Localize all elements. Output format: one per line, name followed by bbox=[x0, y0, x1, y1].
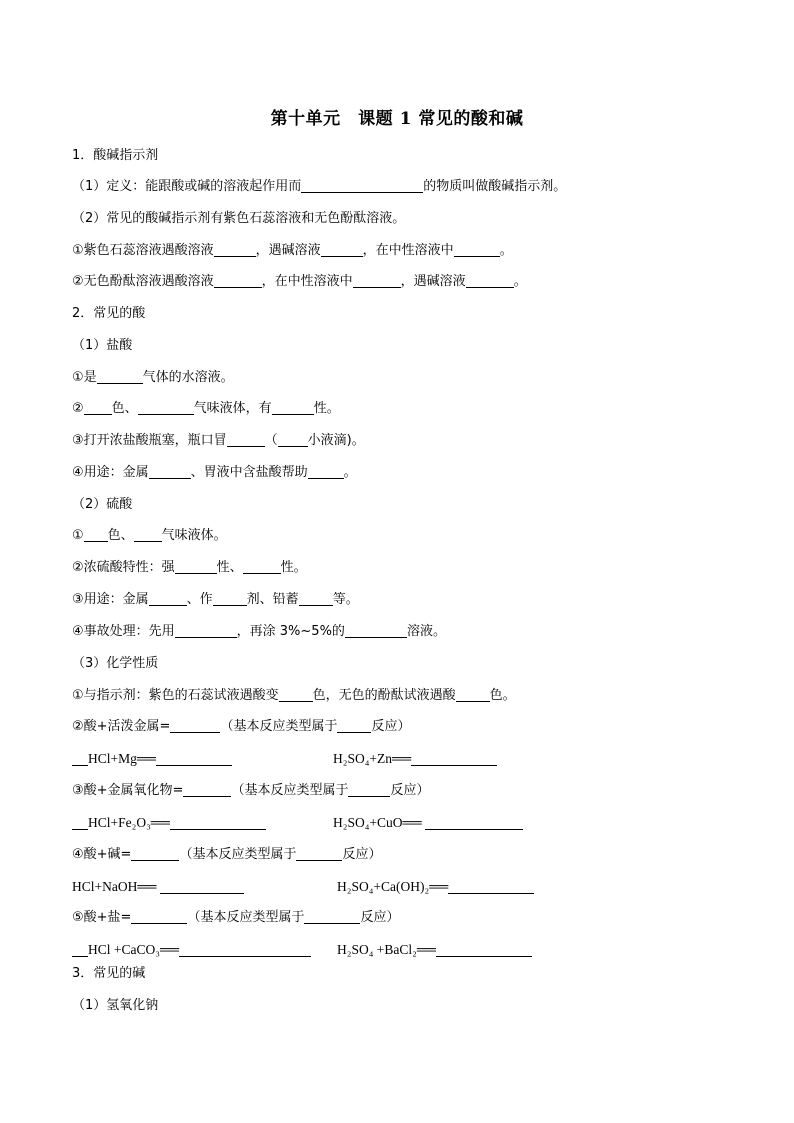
answer-blank[interactable] bbox=[279, 687, 313, 702]
equation-text: H₂SO₄+Ca(OH)₂══ bbox=[337, 879, 449, 894]
text: 气味液体。 bbox=[161, 528, 227, 543]
text: 色。 bbox=[489, 688, 516, 703]
coefficient-blank[interactable] bbox=[72, 751, 88, 766]
text: ，在中性溶液中 bbox=[261, 274, 353, 289]
text: 色、 bbox=[107, 528, 134, 543]
answer-blank[interactable] bbox=[321, 242, 363, 257]
text: 。 bbox=[499, 243, 513, 258]
equation-text: HCl+Mg══ bbox=[88, 751, 157, 766]
text: （ bbox=[264, 433, 278, 448]
coefficient-blank[interactable] bbox=[72, 942, 88, 957]
text: ③用途：金属 bbox=[72, 592, 149, 607]
h2so4-item-2 bbox=[72, 558, 307, 578]
answer-blank[interactable] bbox=[272, 400, 314, 415]
text: 、作 bbox=[186, 592, 213, 607]
text: ，再涂 3%~5%的 bbox=[236, 624, 345, 639]
text: （基本反应类型属于 bbox=[179, 847, 297, 862]
section-2-heading: 2．常见的酸 bbox=[72, 306, 146, 321]
text: 反应） bbox=[390, 783, 430, 798]
h2so4-item-4 bbox=[72, 622, 446, 642]
answer-blank[interactable] bbox=[304, 909, 360, 924]
text: 性。 bbox=[280, 560, 307, 575]
text: 反应） bbox=[360, 910, 400, 925]
reaction-hcl-mg bbox=[72, 749, 232, 769]
answer-blank[interactable] bbox=[183, 782, 231, 797]
answer-blank[interactable] bbox=[296, 846, 342, 861]
answer-blank[interactable] bbox=[84, 400, 112, 415]
property-4 bbox=[72, 845, 381, 865]
text: 、胃液中含盐酸帮助 bbox=[190, 465, 308, 480]
equation-text: H₂SO₄+Zn══ bbox=[333, 751, 412, 766]
reaction-hcl-caco3 bbox=[72, 940, 311, 960]
answer-blank[interactable] bbox=[149, 464, 191, 479]
text: 反应） bbox=[371, 719, 411, 734]
answer-blank[interactable] bbox=[131, 909, 187, 924]
answer-blank[interactable] bbox=[411, 751, 497, 766]
text: ⑤酸+盐= bbox=[72, 910, 132, 925]
h2so4-item-1 bbox=[72, 526, 227, 546]
answer-blank[interactable] bbox=[134, 527, 162, 542]
page-title: 第十单元 课题 1 常见的酸和碱 bbox=[270, 109, 524, 129]
answer-blank[interactable] bbox=[175, 623, 237, 638]
text: ①是 bbox=[72, 370, 97, 385]
answer-blank[interactable] bbox=[170, 718, 220, 733]
answer-blank[interactable] bbox=[308, 464, 344, 479]
text: 的物质叫做酸碱指示剂。 bbox=[423, 179, 567, 194]
answer-blank[interactable] bbox=[179, 942, 311, 957]
chemical-properties-heading: （3）化学性质 bbox=[72, 656, 159, 671]
hydrochloric-acid-heading: （1）盐酸 bbox=[72, 338, 133, 353]
text: （基本反应类型属于 bbox=[220, 719, 338, 734]
answer-blank[interactable] bbox=[454, 242, 500, 257]
text: 剂、铅蓄 bbox=[246, 592, 299, 607]
text: 等。 bbox=[332, 592, 359, 607]
answer-blank[interactable] bbox=[214, 242, 256, 257]
answer-blank[interactable] bbox=[299, 591, 333, 606]
text: ④用途：金属 bbox=[72, 465, 149, 480]
answer-blank[interactable] bbox=[227, 432, 265, 447]
property-3 bbox=[72, 781, 429, 801]
hcl-item-1 bbox=[72, 368, 234, 388]
equation-text: HCl+Fe₂O₃══ bbox=[88, 815, 170, 830]
equation-text: HCl+NaOH══ bbox=[72, 879, 157, 894]
definition-line bbox=[72, 177, 566, 197]
answer-blank[interactable] bbox=[138, 400, 194, 415]
section-3-heading: 3．常见的碱 bbox=[72, 966, 146, 981]
answer-blank[interactable] bbox=[84, 527, 108, 542]
equation-text: H₂SO₄ +BaCl₂══ bbox=[337, 942, 436, 957]
answer-blank[interactable] bbox=[348, 782, 390, 797]
text: ，遇碱溶液 bbox=[255, 243, 321, 258]
reaction-h2so4-cuo bbox=[333, 813, 523, 833]
answer-blank[interactable] bbox=[243, 559, 281, 574]
answer-blank[interactable] bbox=[213, 591, 247, 606]
text: ，遇碱溶液 bbox=[400, 274, 466, 289]
text: ①与指示剂：紫色的石蕊试液遇酸变 bbox=[72, 688, 279, 703]
text: 溶液。 bbox=[406, 624, 446, 639]
hcl-item-3 bbox=[72, 431, 365, 451]
text: 。 bbox=[343, 465, 357, 480]
hcl-item-4 bbox=[72, 463, 357, 483]
text: 性。 bbox=[313, 401, 340, 416]
h2so4-item-3 bbox=[72, 590, 359, 610]
sulfuric-acid-heading: （2）硫酸 bbox=[72, 497, 133, 512]
text: 色、 bbox=[111, 401, 138, 416]
text: （1）定义：能跟酸或碱的溶液起作用而 bbox=[72, 179, 302, 194]
text: （基本反应类型属于 bbox=[187, 910, 305, 925]
answer-blank[interactable] bbox=[214, 273, 262, 288]
text: 。 bbox=[513, 274, 527, 289]
reaction-h2so4-zn bbox=[333, 749, 497, 769]
text: ② bbox=[72, 401, 84, 416]
text: ，在中性溶液中 bbox=[362, 243, 454, 258]
answer-blank[interactable] bbox=[131, 846, 179, 861]
reaction-hcl-fe2o3 bbox=[72, 813, 266, 833]
answer-blank[interactable] bbox=[353, 273, 401, 288]
common-indicators-line: （2）常见的酸碱指示剂有紫色石蕊溶液和无色酚酞溶液。 bbox=[72, 211, 406, 226]
sodium-hydroxide-heading: （1）氢氧化钠 bbox=[72, 998, 159, 1013]
text: 色，无色的酚酞试液遇酸 bbox=[312, 688, 456, 703]
text: ④事故处理：先用 bbox=[72, 624, 175, 639]
text: ②酸+活泼金属= bbox=[72, 719, 171, 734]
text: ①紫色石蕊溶液遇酸溶液 bbox=[72, 243, 214, 258]
phenolphthalein-line bbox=[72, 272, 527, 292]
property-2 bbox=[72, 717, 410, 737]
coefficient-blank[interactable] bbox=[72, 815, 88, 830]
text: ③打开浓盐酸瓶塞，瓶口冒 bbox=[72, 433, 227, 448]
answer-blank[interactable] bbox=[156, 751, 232, 766]
answer-blank[interactable] bbox=[456, 687, 490, 702]
answer-blank[interactable] bbox=[301, 178, 423, 193]
text: ②无色酚酞溶液遇酸溶液 bbox=[72, 274, 214, 289]
property-5 bbox=[72, 908, 399, 928]
text: 反应） bbox=[342, 847, 382, 862]
section-1-heading: 1．酸碱指示剂 bbox=[72, 148, 159, 163]
text: ③酸+金属氧化物= bbox=[72, 783, 184, 798]
equation-text: HCl +CaCO₃══ bbox=[88, 942, 180, 957]
text: 小液滴)。 bbox=[307, 433, 365, 448]
answer-blank[interactable] bbox=[425, 815, 523, 830]
answer-blank[interactable] bbox=[160, 879, 244, 894]
answer-blank[interactable] bbox=[466, 273, 514, 288]
equation-text: H₂SO₄+CuO══ bbox=[333, 815, 422, 830]
text: ① bbox=[72, 528, 84, 543]
reaction-h2so4-caoh2 bbox=[337, 877, 534, 897]
answer-blank[interactable] bbox=[448, 879, 534, 894]
text: ④酸+碱= bbox=[72, 847, 132, 862]
answer-blank[interactable] bbox=[149, 591, 187, 606]
answer-blank[interactable] bbox=[175, 559, 217, 574]
litmus-line bbox=[72, 241, 513, 261]
text: （基本反应类型属于 bbox=[231, 783, 349, 798]
reaction-hcl-naoh bbox=[72, 877, 244, 897]
text: 性、 bbox=[216, 560, 243, 575]
text: 气体的水溶液。 bbox=[142, 370, 234, 385]
property-1 bbox=[72, 686, 516, 706]
answer-blank[interactable] bbox=[97, 369, 143, 384]
text: 气味液体，有 bbox=[193, 401, 272, 416]
reaction-h2so4-bacl2 bbox=[337, 940, 532, 960]
text: ②浓硫酸特性：强 bbox=[72, 560, 175, 575]
answer-blank[interactable] bbox=[278, 432, 308, 447]
hcl-item-2 bbox=[72, 399, 340, 419]
answer-blank[interactable] bbox=[345, 623, 407, 638]
answer-blank[interactable] bbox=[337, 718, 371, 733]
answer-blank[interactable] bbox=[436, 942, 532, 957]
answer-blank[interactable] bbox=[170, 815, 266, 830]
